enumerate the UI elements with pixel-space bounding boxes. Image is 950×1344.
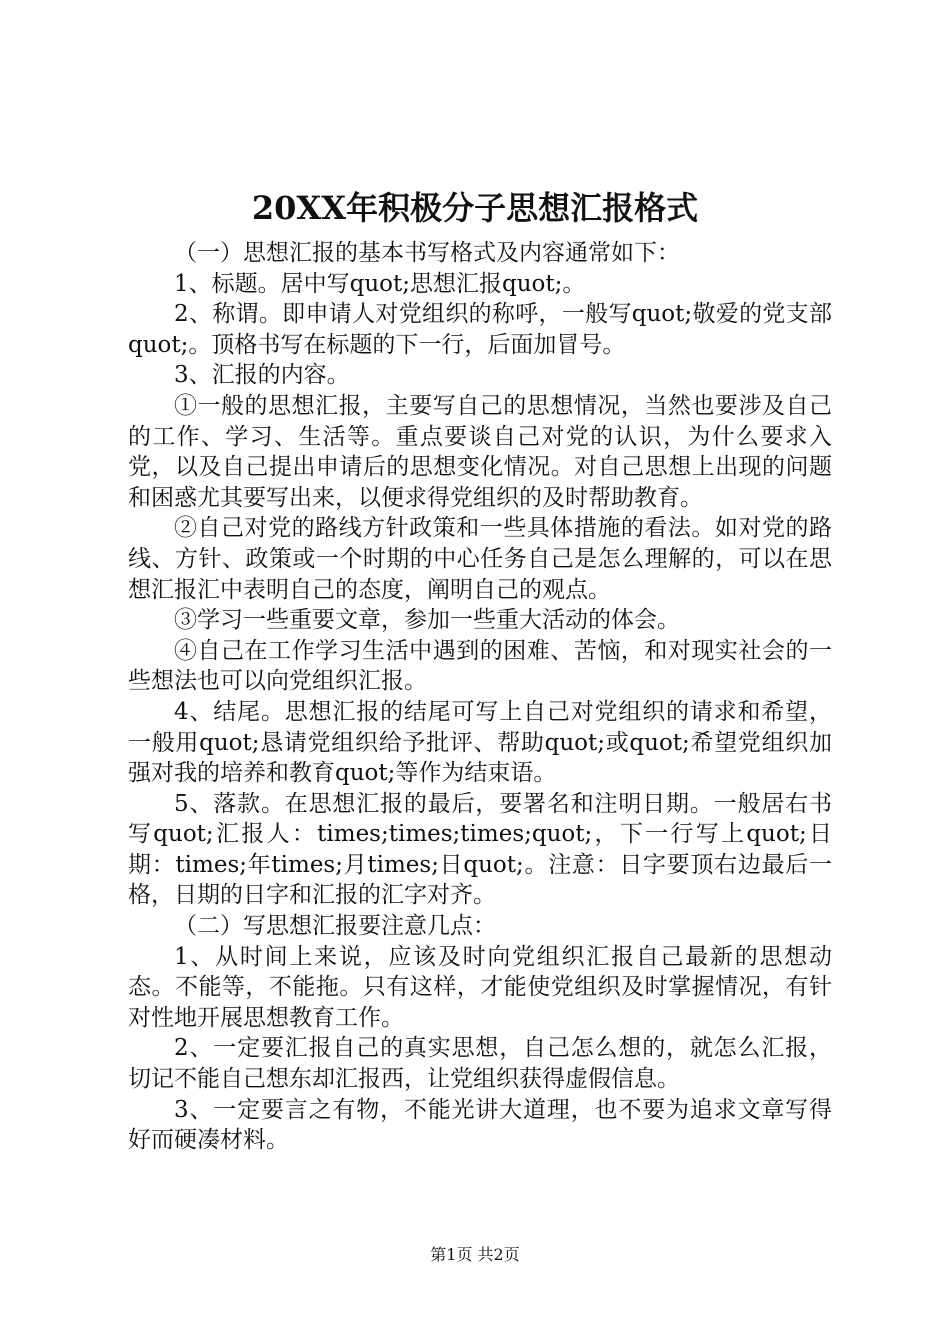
document-title: 20XX年积极分子思想汇报格式 bbox=[251, 189, 699, 227]
paragraph: 1、标题。居中写quot;思想汇报quot;。 bbox=[174, 270, 586, 297]
section-heading: （一）思想汇报的基本书写格式及内容通常如下： bbox=[174, 240, 680, 266]
document-body bbox=[128, 238, 832, 1156]
paragraph: 5、落款。在思想汇报的最后，要署名和注明日期。一般居右书写quot;汇报人：times;times;times;quot;，下一行写上quot;日期：times;年times;月times;日quot;。注意：日字要顶右边最后一格，日期的日字和汇报的汇字对齐。 bbox=[128, 790, 832, 909]
page-footer: 第1页 共2页 bbox=[430, 1245, 520, 1264]
paragraph: ③学习一些重要文章，参加一些重大活动的体会。 bbox=[174, 607, 680, 634]
paragraph: 2、称谓。即申请人对党组织的称呼，一般写quot;敬爱的党支部quot;。顶格书写在标题的下一行，后面加冒号。 bbox=[128, 301, 832, 358]
paragraph: 3、一定要言之有物，不能光讲大道理，也不要为追求文章写得好而硬凑材料。 bbox=[128, 1096, 832, 1154]
paragraph: ②自己对党的路线方针政策和一些具体措施的看法。如对党的路线、方针、政策或一个时期的中心任务自己是怎么理解的，可以在思想汇报汇中表明自己的态度，阐明自己的观点。 bbox=[128, 515, 832, 603]
paragraph: 2、一定要汇报自己的真实思想，自己怎么想的，就怎么汇报，切记不能自己想东却汇报西，让党组织获得虚假信息。 bbox=[128, 1035, 832, 1093]
paragraph: ④自己在工作学习生活中遇到的困难、苦恼，和对现实社会的一些想法也可以向党组织汇报。 bbox=[128, 637, 832, 695]
paragraph: 1、从时间上来说，应该及时向党组织汇报自己最新的思想动态。不能等，不能拖。只有这样，才能使党组织及时掌握情况，有针对性地开展思想教育工作。 bbox=[128, 943, 832, 1031]
paragraph: 4、结尾。思想汇报的结尾可写上自己对党组织的请求和希望，一般用quot;恳请党组织给予批评、帮助quot;或quot;希望党组织加强对我的培养和教育quot;等作为结束语。 bbox=[128, 698, 832, 787]
paragraph: 3、汇报的内容。 bbox=[174, 362, 350, 389]
section-heading: （二）写思想汇报要注意几点： bbox=[174, 913, 496, 940]
paragraph: ①一般的思想汇报，主要写自己的思想情况，当然也要涉及自己的工作、学习、生活等。重点要谈自己对党的认识，为什么要求入党，以及自己提出申请后的思想变化情况。对自己思想上出现的问题和困惑尤其要写出来，以便求得党组织的及时帮助教育。 bbox=[128, 392, 832, 511]
